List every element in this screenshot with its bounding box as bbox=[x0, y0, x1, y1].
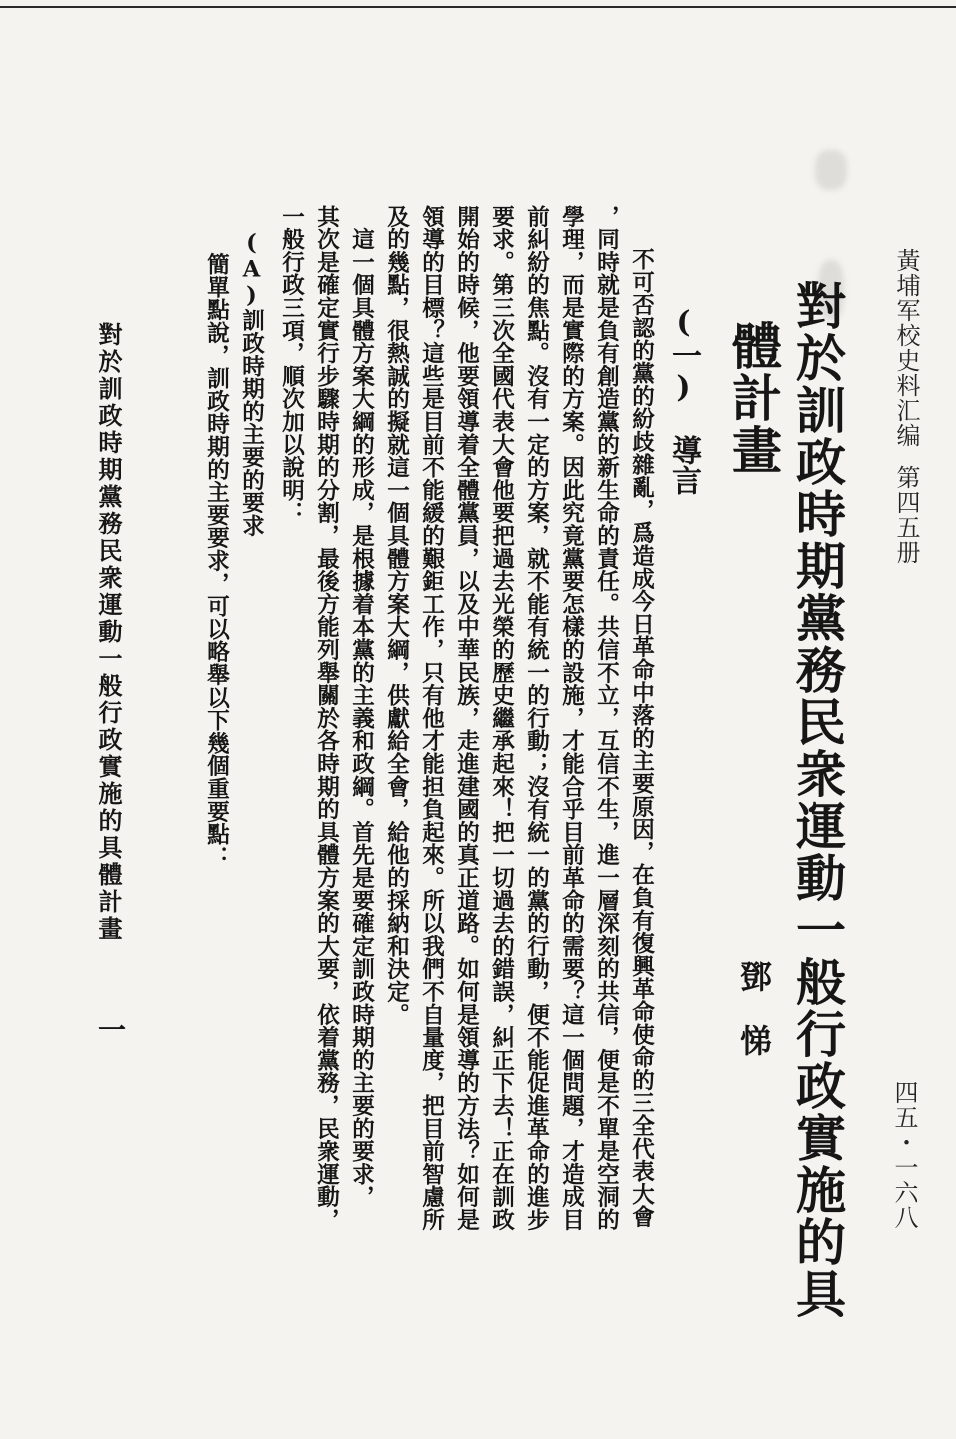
body-line-3: 學理，而是實際的方案。因此究竟黨要怎樣的設施，才能合乎目前革命的需要？這一個問題，才造成目 bbox=[558, 205, 585, 1231]
series-title: 黃埔军校史料汇编 bbox=[892, 248, 920, 448]
body-line-11: 一般行政三項，順次加以說明： bbox=[278, 205, 305, 525]
article-title-line2: 體計畫 bbox=[724, 320, 783, 476]
body-line-8: 及的幾點，很熱誠的擬就這一個具體方案大綱，供獻給全會，給他的採納和決定。 bbox=[383, 205, 410, 1026]
body-line-1: 不可否認的黨的紛歧雜亂，爲造成今日革命中落的主要原因，在負有復興革命使命的三全代表大會 bbox=[628, 225, 655, 1229]
page-number: 一 bbox=[94, 1015, 127, 1043]
page-code: 四五・一六八 bbox=[890, 1080, 918, 1230]
body-line-6: 開始的時候，他要領導着全體黨員，以及中華民族，走進建國的真正道路。如何是領導的方法？如何是 bbox=[453, 205, 480, 1231]
author-name: 鄧 悌 bbox=[735, 960, 773, 1056]
top-border-line bbox=[0, 6, 956, 8]
body-line-4: 前糾紛的焦點。沒有一定的方案，就不能有統一的行動；沒有統一的黨的行動，便不能促進革命的進步 bbox=[523, 205, 550, 1231]
subheading: (A)訓政時期的主要的要求 bbox=[238, 230, 265, 537]
body-line-2: ，同時就是負有創造黨的新生命的責任。共信不立，互信不生，進一層深刻的共信，便是不單是空洞的 bbox=[593, 205, 620, 1231]
body-line-9: 這一個具體方案大綱的形成，是根據着本黨的主義和政綱。首先是要確定訓政時期的主要的要求， bbox=[348, 205, 375, 1209]
body-line-7: 領導的目標？這些是目前不能緩的艱鉅工作，只有他才能担負起來。所以我們不自量度，把目前智慮所 bbox=[418, 205, 445, 1231]
article-title-line1: 對於訓政時期黨務民衆運動一般行政實施的具 bbox=[788, 280, 847, 1320]
scan-smudge bbox=[815, 150, 847, 190]
running-footer-title: 對於訓政時期黨務民衆運動一般行政實施的具體計畫 bbox=[94, 322, 123, 943]
sub-body-line: 簡單點說，訓政時期的主要要求，可以略舉以下幾個重要點： bbox=[203, 230, 230, 869]
volume-label: 第四五册 bbox=[892, 465, 920, 565]
section-heading: (一) 導言 bbox=[666, 305, 701, 495]
body-line-10: 其次是確定實行步驟時期的分割，最後方能列舉關於各時期的具體方案的大要，依着黨務，民衆運動， bbox=[313, 205, 340, 1231]
body-line-5: 要求。第三次全國代表大會他要把過去光榮的歷史繼承起來！把一切過去的錯誤，糾正下去！正在訓政 bbox=[488, 205, 515, 1231]
